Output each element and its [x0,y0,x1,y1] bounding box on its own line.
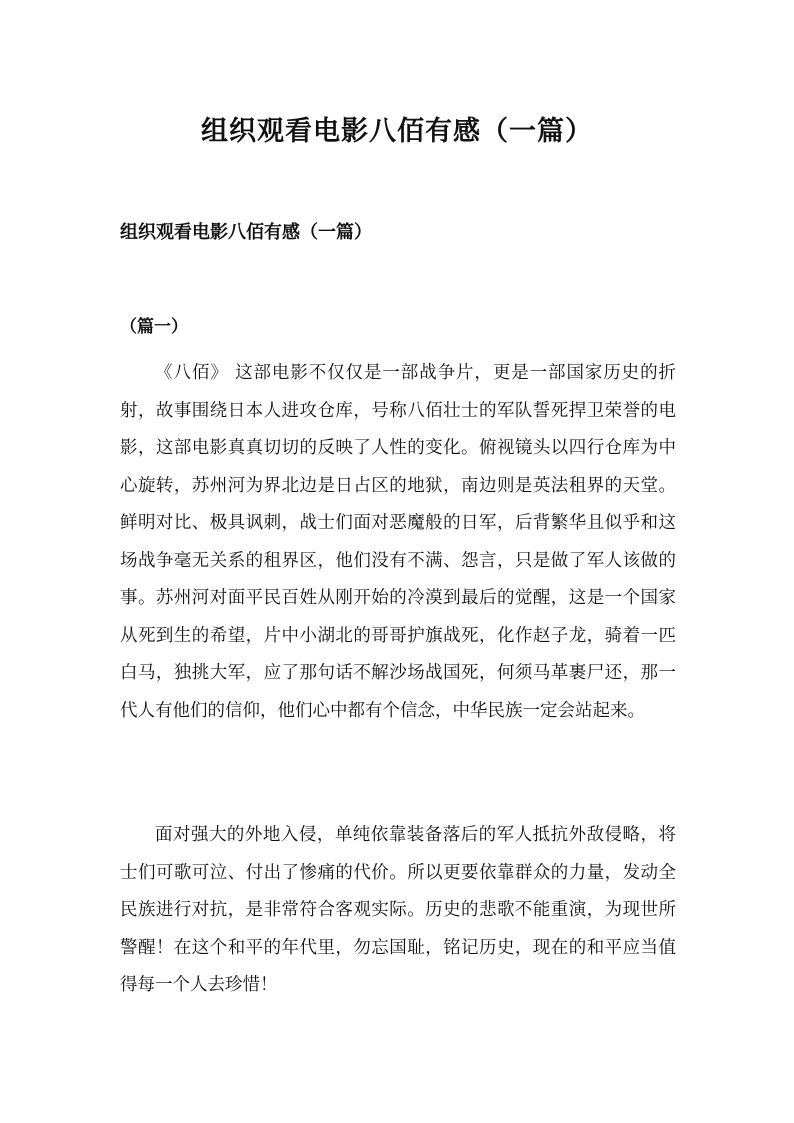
document-subtitle: 组织观看电影八佰有感（一篇） [120,222,372,243]
section-label: （篇一） [120,317,188,337]
body-paragraph: 《八佰》 这部电影不仅仅是一部战争片，更是一部国家历史的折射，故事围绕日本人进攻仓库，号称八佰壮士的军队誓死捍卫荣誉的电影，这部电影真真切切的反映了人性的变化。俯视镜头以四行仓库为中心旋转，苏州河为界北边是日占区的地狱，南边则是英法租界的天堂。鲜明对比、极具讽刺，战士们面对恶魔般的日军，后背繁华且似乎和这场战争毫无关系的租界区，他们没有不满、怨言，只是做了军人该做的事。苏州河对面平民百姓从刚开始的冷漠到最后的觉醒，这是一个国家从死到生的希望，片中小湖北的哥哥护旗战死，化作赵子龙，骑着一匹白马，独挑大军，应了那句话不解沙场战国死，何须马革裹尸还，那一代人有他们的信仰，他们心中都有个信念，中华民族一定会站起来。 [120,363,676,721]
document-title: 组织观看电影八佰有感（一篇） [201,116,593,147]
body-paragraph: 面对强大的外地入侵，单纯依靠装备落后的军人抵抗外敌侵略，将士们可歌可泣、付出了惨痛的代价。所以更要依靠群众的力量，发动全民族进行对抗，是非常符合客观实际。历史的悲歌不能重演，为现世所警醒！在这个和平的年代里，勿忘国耻，铭记历史，现在的和平应当值得每一个人去珍惜！ [120,825,676,995]
